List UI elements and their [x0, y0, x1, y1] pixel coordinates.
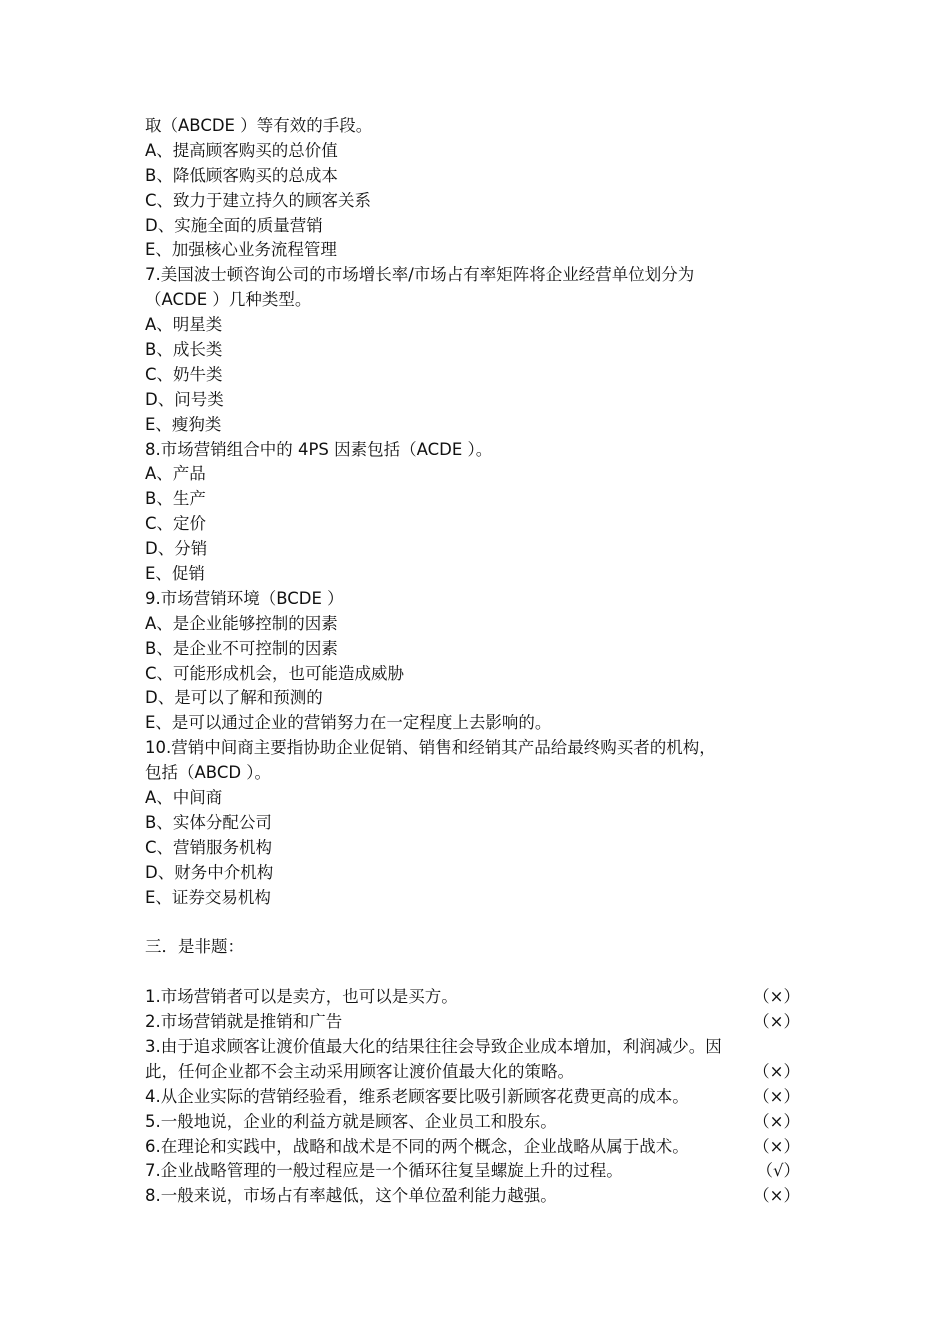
option-a: A、提高顾客购买的总价值: [145, 140, 338, 160]
question-10-line-1: 10.营销中间商主要指协助企业促销、销售和经销其产品给最终购买者的机构，: [145, 738, 716, 758]
question-7-line-1: 7.美国波士顿咨询公司的市场增长率/市场占有率矩阵将企业经营单位划分为: [145, 265, 695, 285]
option-a: A、明星类: [145, 315, 223, 335]
option-e: E、证券交易机构: [145, 887, 271, 907]
option-c: C、定价: [145, 514, 207, 534]
question-9: 9.市场营销环境（BCDE ）: [145, 588, 344, 608]
option-b: B、成长类: [145, 340, 223, 360]
option-d: D、是可以了解和预测的: [145, 688, 323, 708]
true-false-item-4: [145, 1085, 810, 1110]
true-false-item-7: [145, 1159, 810, 1184]
option-d: D、问号类: [145, 389, 224, 409]
option-b: B、实体分配公司: [145, 812, 272, 832]
true-false-item-5: [145, 1110, 810, 1135]
option-a: A、中间商: [145, 788, 223, 808]
option-c: C、营销服务机构: [145, 837, 273, 857]
option-e: E、瘦狗类: [145, 414, 222, 434]
statement-text: 5.一般地说，企业的利益方就是顾客、企业员工和股东。: [145, 1111, 557, 1131]
option-e: E、加强核心业务流程管理: [145, 240, 337, 260]
option-e: E、促销: [145, 564, 205, 584]
question-8: 8.市场营销组合中的 4PS 因素包括（ACDE ）。: [145, 439, 493, 459]
answer-mark: （×）: [753, 1186, 800, 1206]
option-b: B、生产: [145, 489, 206, 509]
statement-text: 8.一般来说，市场占有率越低，这个单位盈利能力越强。: [145, 1186, 557, 1206]
true-false-item-2: [145, 1010, 810, 1035]
statement-text: 2.市场营销就是推销和广告: [145, 1012, 343, 1032]
question-6-tail: 取（ABCDE ）等有效的手段。: [145, 116, 373, 135]
option-b: B、是企业不可控制的因素: [145, 638, 338, 658]
statement-text: 3.由于追求顾客让渡价值最大化的结果往往会导致企业成本增加，利润减少。因: [145, 1036, 722, 1056]
option-b: B、降低顾客购买的总成本: [145, 165, 338, 185]
section-3-title: 三．是非题：: [145, 937, 244, 957]
statement-text: 4.从企业实际的营销经验看，维系老顾客要比吸引新顾客花费更高的成本。: [145, 1086, 689, 1106]
option-c: C、奶牛类: [145, 364, 223, 384]
question-10-line-2: 包括（ABCD ）。: [145, 763, 272, 783]
answer-mark: （√）: [756, 1161, 800, 1181]
statement-text: 7.企业战略管理的一般过程应是一个循环往复呈螺旋上升的过程。: [145, 1161, 623, 1181]
document-page: [145, 114, 810, 1209]
answer-mark: （×）: [753, 987, 800, 1007]
spacer: [145, 911, 810, 936]
option-c: C、致力于建立持久的顾客关系: [145, 190, 372, 210]
question-7-line-2: （ACDE ）几种类型。: [145, 290, 312, 310]
statement-text: 6.在理论和实践中，战略和战术是不同的两个概念，企业战略从属于战术。: [145, 1136, 689, 1156]
true-false-item-3-line-1: [145, 1035, 810, 1060]
statement-text: 此，任何企业都不会主动采用顾客让渡价值最大化的策略。: [145, 1061, 574, 1081]
statement-text: 1.市场营销者可以是卖方，也可以是买方。: [145, 987, 458, 1007]
option-a: A、是企业能够控制的因素: [145, 613, 338, 633]
spacer: [145, 960, 810, 985]
true-false-item-6: [145, 1135, 810, 1160]
answer-mark: （×）: [753, 1086, 800, 1106]
answer-mark: （×）: [753, 1061, 800, 1081]
answer-mark: （×）: [753, 1136, 800, 1156]
true-false-item-3-line-2: [145, 1060, 810, 1085]
option-a: A、产品: [145, 464, 206, 484]
option-d: D、分销: [145, 539, 208, 559]
option-c: C、可能形成机会，也可能造成威胁: [145, 663, 405, 683]
true-false-item-1: [145, 985, 810, 1010]
option-d: D、财务中介机构: [145, 862, 274, 882]
true-false-item-8: [145, 1184, 810, 1209]
option-e: E、是可以通过企业的营销努力在一定程度上去影响的。: [145, 713, 552, 733]
option-d: D、实施全面的质量营销: [145, 215, 323, 235]
answer-mark: （×）: [753, 1012, 800, 1032]
answer-mark: （×）: [753, 1111, 800, 1131]
